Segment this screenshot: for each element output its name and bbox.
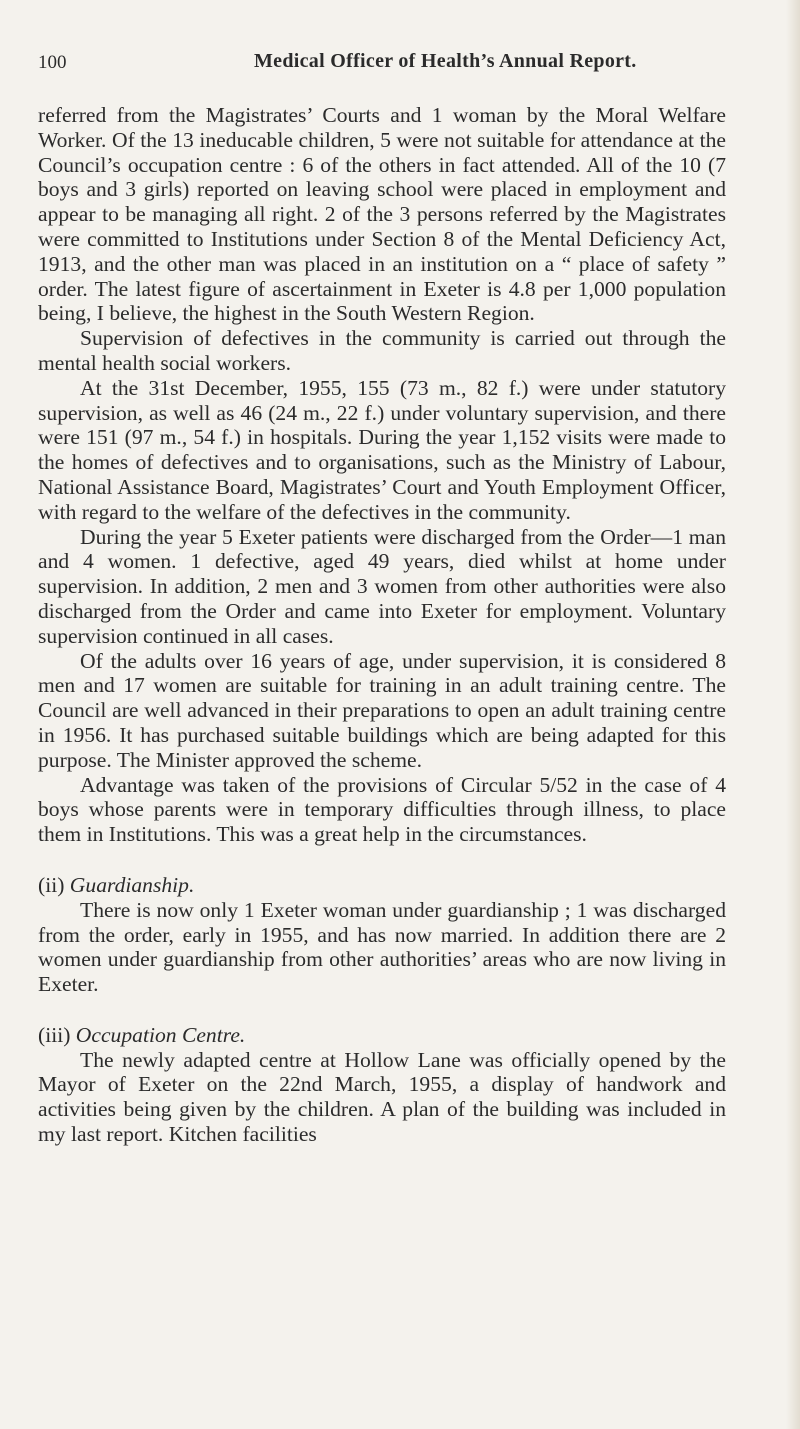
section-heading-guardianship [38,873,726,898]
paragraph-statistics: At the 31st December, 1955, 155 (73 m., 82 f.) were under statutory supervision, as well as 46 (24 m., 22 f.) under voluntary supervision, and there were 151 (97 m., 54 f.) in hospitals. During the year 1,152 visits were made to the homes of defectives and to organisations, such as the Ministry of Labour, National Assistance Board, Magistrates’ Court and Youth Employment Officer, with regard to the welfare of the defectives in the community. [38,375,726,524]
paragraph-occupation: The newly adapted centre at Hollow Lane was officially opened by the Mayor of Exeter on the 22nd March, 1955, a display of handwork and activities being given by the children. A plan of the building was included in my last report. Kitchen facilities [38,1047,726,1147]
section-number: (ii) [38,872,65,897]
paragraph-continuation: referred from the Magistrates’ Courts and 1 woman by the Moral Welfare Worker. Of the 13 ineducable children, 5 were not suitable for attendance at the Council’s occupation centre : 6 of the others in fact attended. All of the 10 (7 boys and 3 girls) reported on leaving school were placed in employment and appear to be managing all right. 2 of the 3 persons referred by the Magistrates were committed to Institutions under Section 8 of the Mental Deficiency Act, 1913, and the other man was placed in an institution on a “ place of safety ” order. The latest figure of ascertainment in Exeter is 4.8 per 1,000 population being, I believe, the highest in the South Western Region. [38,103,726,326]
running-title: Medical Officer of Health’s Annual Report. [254,50,637,72]
section-number: (iii) [38,1022,71,1047]
paragraph-guardianship: There is now only 1 Exeter woman under guardianship ; 1 was discharged from the order, early in 1955, and has now married. In addition there are 2 women under guardianship from other authorities’ areas who are now living in Exeter. [38,897,726,997]
paragraph-discharges: During the year 5 Exeter patients were discharged from the Order—1 man and 4 women. 1 defective, aged 49 years, died whilst at home under supervision. In addition, 2 men and 3 women from other authorities were also discharged from the Order and came into Exeter for employment. Voluntary supervision continued in all cases. [38,524,726,648]
paragraph-supervision: Supervision of defectives in the community is carried out through the mental health social workers. [38,326,726,375]
section-title: Guardianship. [69,872,195,897]
page-edge-shadow [786,0,800,1429]
paragraph-adult-training: Of the adults over 16 years of age, under supervision, it is considered 8 men and 17 women are suitable for training in an adult training centre. The Council are well advanced in their preparations to open an adult training centre in 1956. It has purchased suitable buildings which are being adapted for this purpose. The Minister approved the scheme. [38,648,726,772]
page-header [38,50,728,80]
section-title: Occupation Centre. [75,1022,246,1047]
section-heading-occupation [38,1023,726,1048]
paragraph-circular: Advantage was taken of the provisions of Circular 5/52 in the case of 4 boys whose parents were in temporary difficulties through illness, to place them in Institutions. This was a great help in the circumstances. [38,772,726,847]
body-text [38,103,726,1147]
page-number: 100 [38,52,67,73]
